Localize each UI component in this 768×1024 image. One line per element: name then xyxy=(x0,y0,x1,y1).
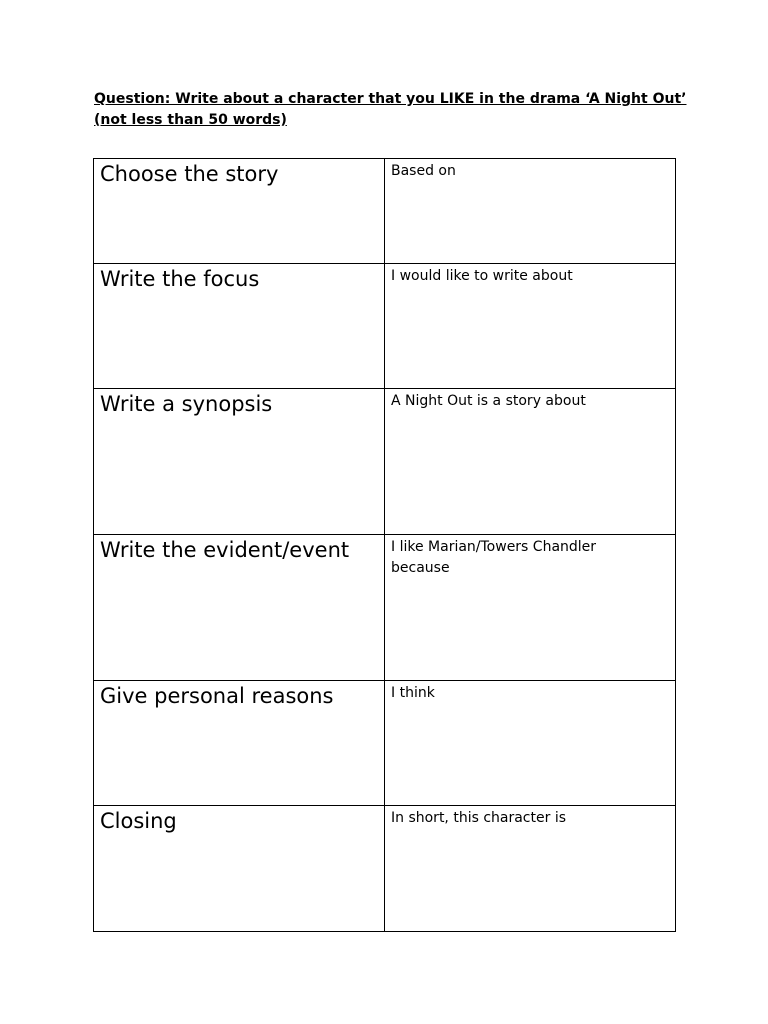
answer-cell xyxy=(385,535,676,681)
step-label-cell xyxy=(94,389,385,535)
step-label: Write the evident/event xyxy=(100,538,350,562)
step-label-cell xyxy=(94,806,385,932)
table-row xyxy=(94,681,676,806)
table-row xyxy=(94,389,676,535)
step-label: Choose the story xyxy=(100,162,279,186)
sentence-starter: In short, this character is xyxy=(391,810,566,826)
sentence-starter: I would like to write about xyxy=(391,268,573,284)
sentence-starter: Based on xyxy=(391,163,456,179)
answer-cell xyxy=(385,806,676,932)
sentence-starter: I like Marian/Towers Chandler because xyxy=(391,539,597,576)
sentence-starter: A Night Out is a story about xyxy=(391,393,586,409)
step-label-cell xyxy=(94,264,385,389)
answer-cell xyxy=(385,264,676,389)
question-line-1: Question: Write about a character that you LIKE in the drama ‘A Night Out’ xyxy=(94,91,687,107)
step-label: Write the focus xyxy=(100,267,260,291)
table-row xyxy=(94,806,676,932)
question-heading xyxy=(94,89,694,131)
step-label: Write a synopsis xyxy=(100,392,273,416)
answer-cell xyxy=(385,159,676,264)
table-row xyxy=(94,535,676,681)
sentence-starter: I think xyxy=(391,685,435,701)
answer-cell xyxy=(385,681,676,806)
step-label: Give personal reasons xyxy=(100,684,334,708)
question-line-2: (not less than 50 words) xyxy=(94,112,287,128)
answer-cell xyxy=(385,389,676,535)
step-label-cell xyxy=(94,681,385,806)
table-row xyxy=(94,159,676,264)
step-label: Closing xyxy=(100,809,177,833)
step-label-cell xyxy=(94,159,385,264)
table-row xyxy=(94,264,676,389)
writing-planner-table xyxy=(93,158,676,932)
step-label-cell xyxy=(94,535,385,681)
